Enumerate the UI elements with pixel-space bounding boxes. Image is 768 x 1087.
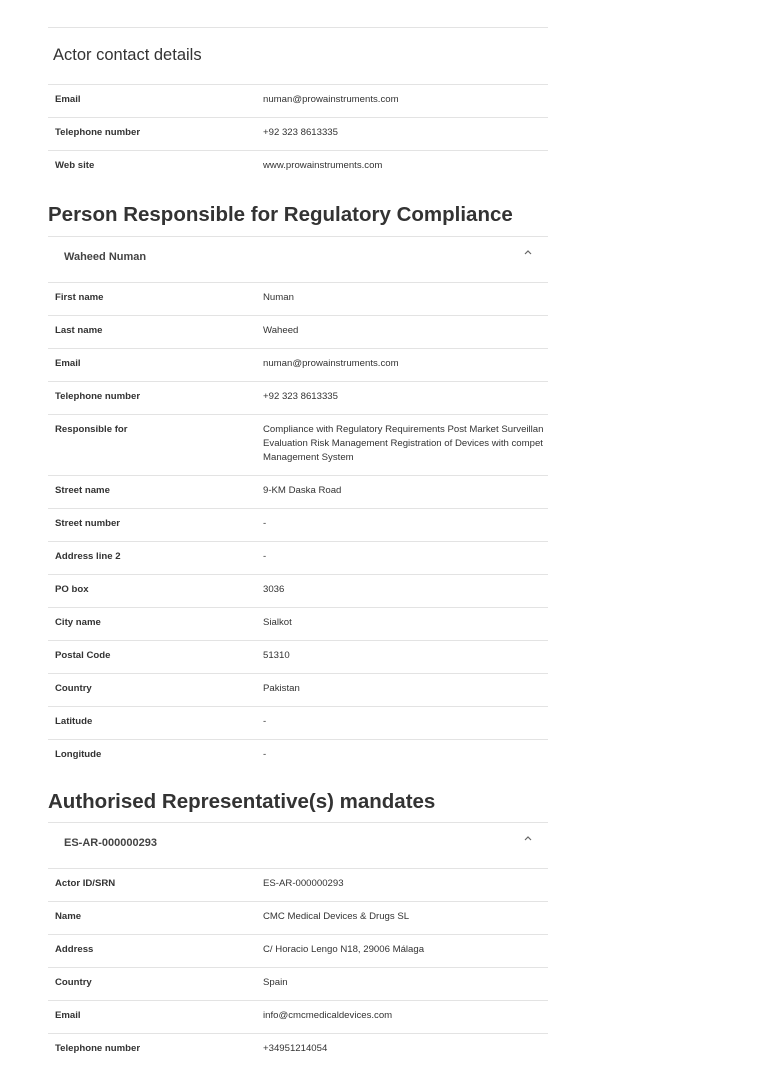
table-row xyxy=(48,706,548,739)
row-value: +92 323 8613335 xyxy=(263,391,338,402)
row-value: +34951214054 xyxy=(263,1043,328,1054)
row-value: Waheed xyxy=(263,325,299,336)
row-value: Sialkot xyxy=(263,617,292,628)
row-label: First name xyxy=(55,292,104,303)
row-value: 9-KM Daska Road xyxy=(263,485,342,496)
table-row xyxy=(48,150,548,183)
row-label: Email xyxy=(55,358,81,369)
row-value: +92 323 8613335 xyxy=(263,127,338,138)
row-label: Email xyxy=(55,1010,81,1021)
divider xyxy=(48,27,548,28)
table-row xyxy=(48,934,548,967)
row-label: Name xyxy=(55,911,82,922)
row-value: www.prowainstruments.com xyxy=(263,160,383,171)
row-value: Compliance with Regulatory Requirements Post Market Surveillan Evaluation Risk Management Registration of Devices with compet Management System xyxy=(263,424,544,463)
table-row xyxy=(48,640,548,673)
ar-accordion-header[interactable] xyxy=(48,822,548,869)
row-label: Telephone number xyxy=(55,391,141,402)
table-row xyxy=(48,508,548,541)
row-label: Country xyxy=(55,683,92,694)
document-page xyxy=(48,0,548,1087)
row-label: Web site xyxy=(55,160,95,171)
row-label: Country xyxy=(55,977,92,988)
row-label: PO box xyxy=(55,584,89,595)
row-label: Responsible for xyxy=(55,424,128,435)
chevron-up-icon[interactable] xyxy=(523,833,533,845)
row-value: 3036 xyxy=(263,584,285,595)
row-value: - xyxy=(263,551,267,562)
row-label: Address line 2 xyxy=(55,551,121,562)
row-label: Telephone number xyxy=(55,127,141,138)
row-label: Longitude xyxy=(55,749,102,760)
row-label: Latitude xyxy=(55,716,93,727)
table-row xyxy=(48,282,548,315)
ar-table xyxy=(48,868,548,1066)
row-label: Last name xyxy=(55,325,103,336)
table-row xyxy=(48,348,548,381)
table-row xyxy=(48,868,548,901)
table-row xyxy=(48,414,548,475)
row-value: - xyxy=(263,518,267,529)
table-row xyxy=(48,739,548,772)
row-label: Telephone number xyxy=(55,1043,141,1054)
row-label: Postal Code xyxy=(55,650,111,661)
table-row xyxy=(48,475,548,508)
row-value: Numan xyxy=(263,292,294,303)
row-value: Pakistan xyxy=(263,683,300,694)
table-row xyxy=(48,967,548,1000)
actor-contact-title: Actor contact details xyxy=(53,46,202,64)
row-value: 51310 xyxy=(263,650,290,661)
prrc-accordion-header[interactable] xyxy=(48,236,548,283)
row-value: ES-AR-000000293 xyxy=(263,878,344,889)
row-value: numan@prowainstruments.com xyxy=(263,94,399,105)
row-label: City name xyxy=(55,617,101,628)
table-row xyxy=(48,673,548,706)
row-value: numan@prowainstruments.com xyxy=(263,358,399,369)
row-label: Address xyxy=(55,944,94,955)
table-row xyxy=(48,574,548,607)
actor-contact-table xyxy=(48,84,548,183)
prrc-table xyxy=(48,282,548,772)
prrc-heading: Person Responsible for Regulatory Compliance xyxy=(48,203,513,226)
row-label: Street name xyxy=(55,485,110,496)
row-value: CMC Medical Devices & Drugs SL xyxy=(263,911,410,922)
table-row xyxy=(48,315,548,348)
accordion-title: Waheed Numan xyxy=(64,251,147,263)
table-row xyxy=(48,607,548,640)
table-row xyxy=(48,117,548,150)
row-value: Spain xyxy=(263,977,288,988)
accordion-title: ES-AR-000000293 xyxy=(64,837,157,849)
row-value: C/ Horacio Lengo N18, 29006 Málaga xyxy=(263,944,425,955)
table-row xyxy=(48,381,548,414)
table-row xyxy=(48,1033,548,1066)
row-value: info@cmcmedicaldevices.com xyxy=(263,1010,393,1021)
table-row xyxy=(48,1000,548,1033)
row-value: - xyxy=(263,716,267,727)
row-label: Actor ID/SRN xyxy=(55,878,116,889)
table-row xyxy=(48,541,548,574)
ar-mandates-heading: Authorised Representative(s) mandates xyxy=(48,790,436,813)
row-label: Street number xyxy=(55,518,121,529)
table-row xyxy=(48,84,548,117)
row-value: - xyxy=(263,749,267,760)
chevron-up-icon[interactable] xyxy=(523,247,533,259)
table-row xyxy=(48,901,548,934)
row-label: Email xyxy=(55,94,81,105)
